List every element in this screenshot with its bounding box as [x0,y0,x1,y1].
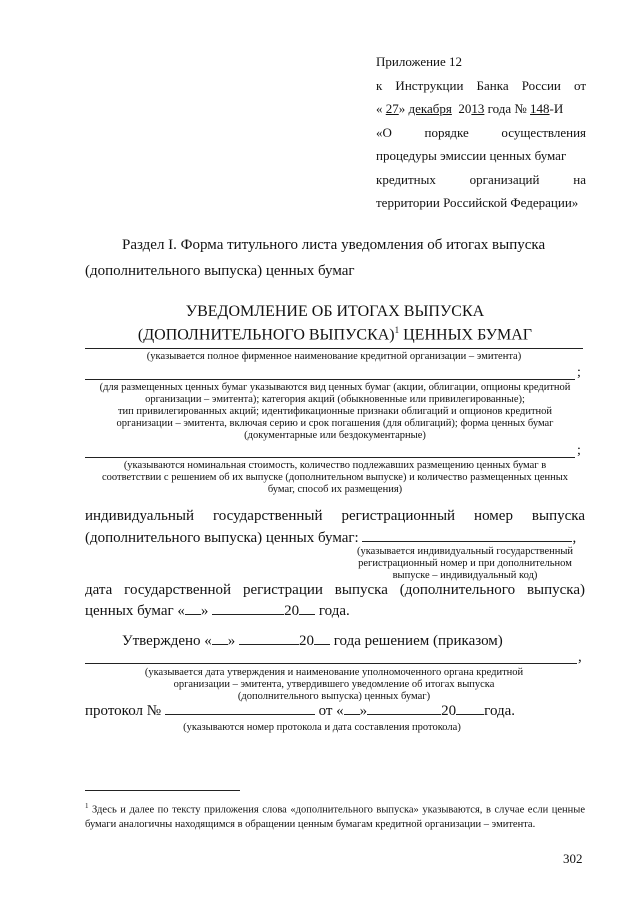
approved-field: Утверждено « » 20 года решением (приказом) [122,633,503,649]
appendix-date-line: « 27» декабря 2013 года № 148-И [376,101,564,116]
footnote-ref: 1 [394,325,400,335]
protocol-year-blank [456,714,484,715]
regdate-day-blank [185,614,201,615]
issuer-name-line [85,348,583,349]
regnum-line2: (дополнительного выпуска) ценных бумаг: , [85,530,577,546]
protocol-month-blank [367,714,441,715]
protocol-day-blank [344,714,360,715]
regnum-blank [362,541,572,542]
regnum-line1: индивидуальный государственный регистрационный номер выпуска [85,508,585,524]
regdate-line1: дата государственной регистрации выпуска (дополнительного выпуска) [85,582,585,598]
footnote [85,799,585,832]
regdate-year-blank [299,614,315,615]
appendix-line1: к Инструкции Банка России от [376,77,586,93]
issuer-note: (указывается полное фирменное наименование кредитной организации – эмитента) [146,351,522,362]
nominal-note: (указываются номинальная стоимость, количество подлежавших размещению ценных бумаг в соответствии с решением об их выпуске (дополнительном выпуске) и количество размещенных ценных бумаг, способ их размещения) [101,460,569,495]
appendix-line3: «О порядке осуществления [376,124,586,140]
appendix-line6: территории Российской Федерации» [376,195,579,210]
heading-line2: (ДОПОЛНИТЕЛЬНОГО ВЫПУСКА)$^1$ ЦЕННЫХ БУМАГ [137,325,533,344]
section-title [85,232,585,284]
regnum-field [85,505,585,549]
regdate-field [85,580,585,622]
footnote-number: 1 [85,802,89,810]
approved-year-blank [314,644,330,645]
date-month: декабря [408,101,452,116]
approved-note: (указывается дата утверждения и наименование уполномоченного органа кредитной организации – эмитента, утвердившего уведомление об итогах выпуска (дополнительного выпуска) ценных бумаг) [144,667,524,702]
order-number: 148 [530,101,550,116]
securities-line [85,379,575,380]
nominal-semicolon: ; [577,443,581,458]
protocol-note: (указываются номер протокола и дата составления протокола) [183,722,461,733]
approved-comma: , [578,649,582,665]
heading-line1: УВЕДОМЛЕНИЕ ОБ ИТОГАХ ВЫПУСКА [185,303,485,320]
footnote-text: Здесь и далее по тексту приложения слова «дополнительного выпуска» указываются, в случае если ценные бумаги аналогичны находящимся в обращении ценным бумагам кредитной организации – эмитента. [85,804,585,830]
date-day: 27 [385,101,399,116]
appendix-block [376,50,586,215]
protocol-number-blank [165,714,315,715]
protocol-field: протокол № от « » 20 года. [85,703,516,719]
nominal-line [85,457,575,458]
appendix-title: Приложение 12 [376,54,463,69]
document-heading [85,302,585,344]
approved-month-blank [239,644,299,645]
securities-note: (для размещенных ценных бумаг указываются вид ценных бумаг (акции, облигации, опционы кредитной организации – эмитента); категория акций (обыкновенные или привилегированные); тип привилегированных акций; идентификационные признаки облигаций и опционов кредитной организации – эмитента, включая серию и срок погашения (для облигаций); форма ценных бумаг (документарные или бездокументарные) [99,382,571,441]
page-number: 302 [563,851,583,866]
approved-line [85,663,577,664]
section-title-line2: (дополнительного выпуска) ценных бумаг [85,263,355,279]
section-title-line1: Раздел I. Форма титульного листа уведомления об итогах выпуска [122,237,546,253]
securities-semicolon: ; [577,365,581,380]
date-year: 13 [471,101,485,116]
regnum-note: (указывается индивидуальный государственный регистрационный номер и при дополнительном выпуске – индивидуальный код) [356,546,574,581]
footnote-separator [85,790,240,791]
appendix-line5: кредитных организаций на [376,171,586,187]
regdate-month-blank [212,614,284,615]
regdate-line2: ценных бумаг « » 20 года. [85,603,350,619]
appendix-line4: процедуры эмиссии ценных бумаг [376,148,567,163]
approved-day-blank [212,644,228,645]
